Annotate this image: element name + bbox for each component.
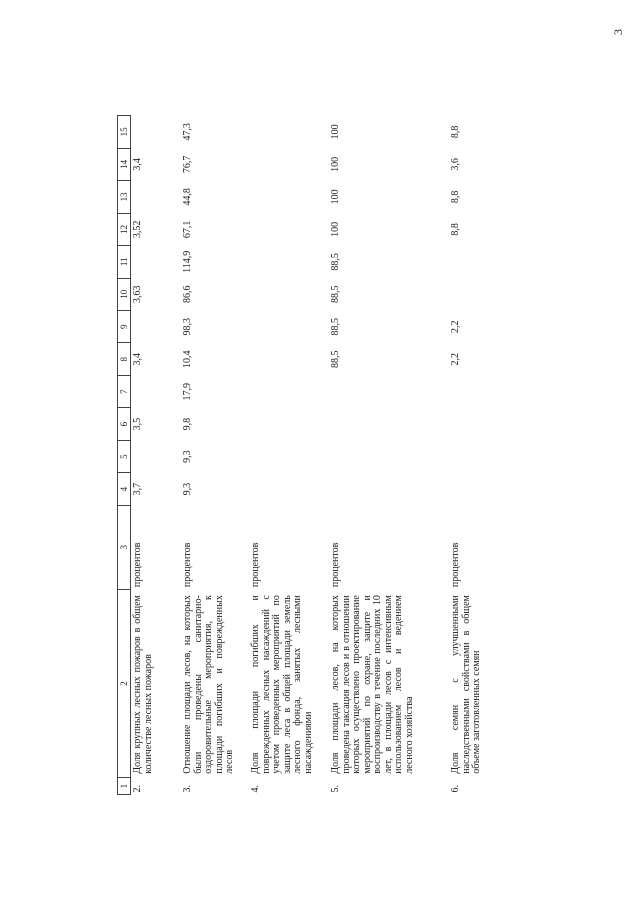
indicators-table <box>117 115 511 795</box>
value-cell <box>449 440 511 472</box>
column-header: 15 <box>118 116 131 149</box>
row-number: 6. <box>450 785 461 793</box>
value-cell: 88,5 <box>330 285 341 304</box>
column-header: 8 <box>118 343 131 375</box>
value-cell: 8,8 <box>450 125 461 139</box>
value-cell: 3,63 <box>132 285 143 304</box>
value-cell: 100 <box>330 156 341 172</box>
value-cell: 76,7 <box>182 155 193 174</box>
value-cell: 2,2 <box>450 352 461 366</box>
page-number: 3 <box>611 29 625 35</box>
value-cell: 9,3 <box>182 450 193 463</box>
column-header: 4 <box>118 473 131 505</box>
value-cell <box>131 440 182 472</box>
indicator-description: Доля крупных лесных пожаров в общем количестве лесных пожаров <box>132 595 154 774</box>
value-cell: 44,8 <box>182 188 193 206</box>
value-cell <box>131 246 182 278</box>
table-row <box>131 116 182 795</box>
value-cell <box>329 473 449 505</box>
value-cell: 10,4 <box>182 350 193 368</box>
column-header: 14 <box>118 148 131 180</box>
value-cell <box>249 148 329 180</box>
value-cell: 9,8 <box>182 417 193 431</box>
table-row <box>329 116 449 795</box>
value-cell <box>449 278 511 310</box>
indicator-description: Доля площади погибших и поврежденных лесных насаждений с учетом проведенных мероприятий по защите леса в общей площади земель лесного фонда, занятых лесными насаждениями <box>250 595 314 774</box>
value-cell <box>249 473 329 505</box>
value-cell: 3,52 <box>132 220 143 239</box>
row-number: 4. <box>250 785 261 793</box>
value-cell <box>249 213 329 245</box>
row-number: 3. <box>182 785 193 793</box>
column-header: 3 <box>118 505 131 589</box>
value-cell <box>249 408 329 440</box>
value-cell <box>449 375 511 407</box>
indicator-description: Доля площади лесов, на которых проведена таксация лесов и в отношении которых осуществлено проектирование мероприятий по охране, защите и воспроизводству в течение последних 10 лет, в площади лесов с интенсивным использованием лесов и ведением лесного хозяйства <box>330 595 415 774</box>
row-number: 2. <box>132 785 143 793</box>
table-row <box>181 116 249 795</box>
value-cell <box>329 375 449 407</box>
value-cell <box>449 408 511 440</box>
value-cell <box>131 181 182 213</box>
value-cell: 98,3 <box>182 318 193 336</box>
unit-cell: процентов <box>182 542 193 588</box>
column-header: 7 <box>118 375 131 407</box>
value-cell: 88,5 <box>330 318 341 336</box>
value-cell <box>131 375 182 407</box>
column-header: 2 <box>118 589 131 778</box>
unit-cell: процентов <box>132 542 143 588</box>
value-cell: 100 <box>330 221 341 237</box>
column-header: 9 <box>118 311 131 343</box>
value-cell: 8,8 <box>450 190 461 204</box>
value-cell <box>249 440 329 472</box>
unit-cell: процентов <box>330 542 341 588</box>
value-cell <box>131 116 182 149</box>
table-row <box>449 116 511 795</box>
value-cell <box>249 375 329 407</box>
value-cell <box>329 408 449 440</box>
value-cell <box>329 440 449 472</box>
value-cell <box>249 311 329 343</box>
value-cell: 8,8 <box>450 223 461 236</box>
column-header: 11 <box>118 246 131 278</box>
table-row <box>249 116 329 795</box>
row-number: 5. <box>330 785 341 793</box>
column-number-header-row <box>118 116 131 795</box>
value-cell <box>249 246 329 278</box>
unit-cell: процентов <box>450 542 461 588</box>
value-cell: 47,3 <box>182 123 193 141</box>
column-header: 13 <box>118 181 131 213</box>
value-cell: 86,6 <box>182 285 193 304</box>
value-cell: 17,9 <box>182 382 193 401</box>
value-cell: 100 <box>330 189 341 205</box>
column-header: 12 <box>118 213 131 245</box>
value-cell <box>449 473 511 505</box>
value-cell: 3,5 <box>132 417 143 431</box>
value-cell: 9,3 <box>182 482 193 496</box>
value-cell <box>449 246 511 278</box>
value-cell: 2,2 <box>450 320 461 333</box>
rotated-table-container <box>117 115 587 795</box>
value-cell: 3,6 <box>450 158 461 171</box>
value-cell: 100 <box>330 124 341 140</box>
value-cell: 3,4 <box>132 352 143 366</box>
value-cell: 88,5 <box>330 350 341 368</box>
value-cell <box>249 278 329 310</box>
column-header: 5 <box>118 440 131 472</box>
value-cell: 88,5 <box>330 253 341 271</box>
value-cell: 3,4 <box>132 158 143 171</box>
value-cell <box>249 181 329 213</box>
column-header: 10 <box>118 278 131 310</box>
value-cell <box>249 343 329 375</box>
value-cell: 3,7 <box>132 482 143 496</box>
unit-cell: процентов <box>250 542 261 588</box>
value-cell <box>131 311 182 343</box>
value-cell: 114,9 <box>182 250 193 273</box>
value-cell: 67,1 <box>182 220 193 239</box>
column-header: 1 <box>118 778 131 795</box>
value-cell <box>249 116 329 149</box>
column-header: 6 <box>118 408 131 440</box>
indicator-description: Отношение площади лесов, на которых были проведены санитарно-оздоровительные мероприятия, к площади погибших и поврежденных лесов <box>182 595 235 774</box>
indicator-description: Доля семян с улучшенными наследственными свойствами в общем объеме заготовленных семян <box>450 595 482 774</box>
